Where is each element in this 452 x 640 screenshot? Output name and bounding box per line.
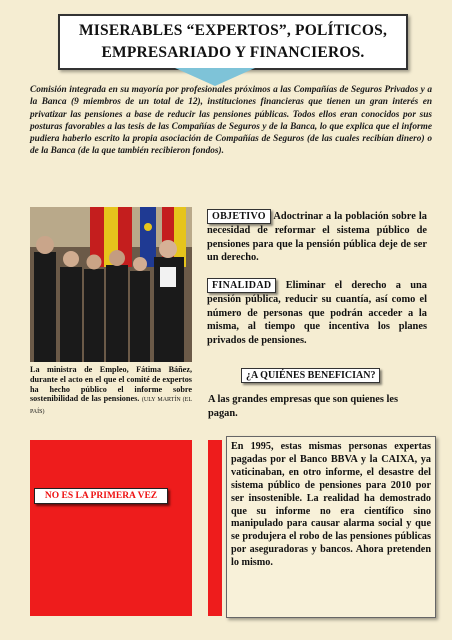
red-bar-right [208,440,222,616]
story-box: En 1995, estas mismas personas expertas pagadas por el Banco BBVA y la CAIXA, ya vaticinaban, en otro informe, el desastre del sistema público de pensiones para 2010 por ser insostenible. La realidad ha demostrado que su informe no era científico sino manipulado para causar alarma social y que se produjera el robo de las pensiones públicas por aseguradoras y bancos. Ahora pretenden lo mismo. [226,436,436,618]
no-es-la-primera-vez-label: NO ES LA PRIMERA VEZ [34,488,168,504]
finalidad-text: Eliminar el derecho a una pensión pública, reducir su cuantía, así como el número de personas que podrán acceder a la misma, al tiempo que incentiva los planes privados de pensiones. [207,280,427,346]
red-panel-left [30,440,192,616]
caption-text: La ministra de Empleo, Fátima Báñez, durante el acto en el que el comité de expertos ha hecho público el informe sobre sostenibilidad de las pensiones. [30,365,192,404]
finalidad-label: FINALIDAD [207,278,276,293]
photo-caption [30,365,192,418]
title-box [58,14,408,70]
objetivo-text: Adoctrinar a la población sobre la necesidad de reformar el sistema público de pensiones para que la pensión pública deje de ser un derecho. [207,211,427,264]
intro-paragraph: Comisión integrada en su mayoría por profesionales próximos a las Compañías de Seguros Privados y a la Banca (9 miembros de un total de 12), instituciones financieras que tienen un gran interés en privatizar las pensiones a base de reducir las pensiones públicas. Todos ellos eran conocidos por sus posturas favorables a las tesis de las Compañías de Seguros y de la Banca, lo que explica que el informe pudiera haberlo escrito la propia asociación de Compañías de Seguros (de las cuales recibían dinero) o de la Banca (de la que también recibieron fondos). [30,85,432,157]
objetivo-label: OBJETIVO [207,209,271,224]
finalidad-section [207,278,427,347]
title-line-1: MISERABLES “EXPERTOS”, POLÍTICOS, [78,22,388,39]
photo-credit: (ULY MARTÍN (EL PAÍS) [30,397,193,416]
title-line-2: EMPRESARIADO Y FINANCIEROS. [101,44,365,61]
quienes-label: ¿A QUIÉNES BENEFICIAN? [241,368,380,383]
quienes-text: A las grandes empresas que son quienes les pagan. [208,394,399,419]
news-photo [30,207,192,362]
objetivo-section [207,209,427,265]
